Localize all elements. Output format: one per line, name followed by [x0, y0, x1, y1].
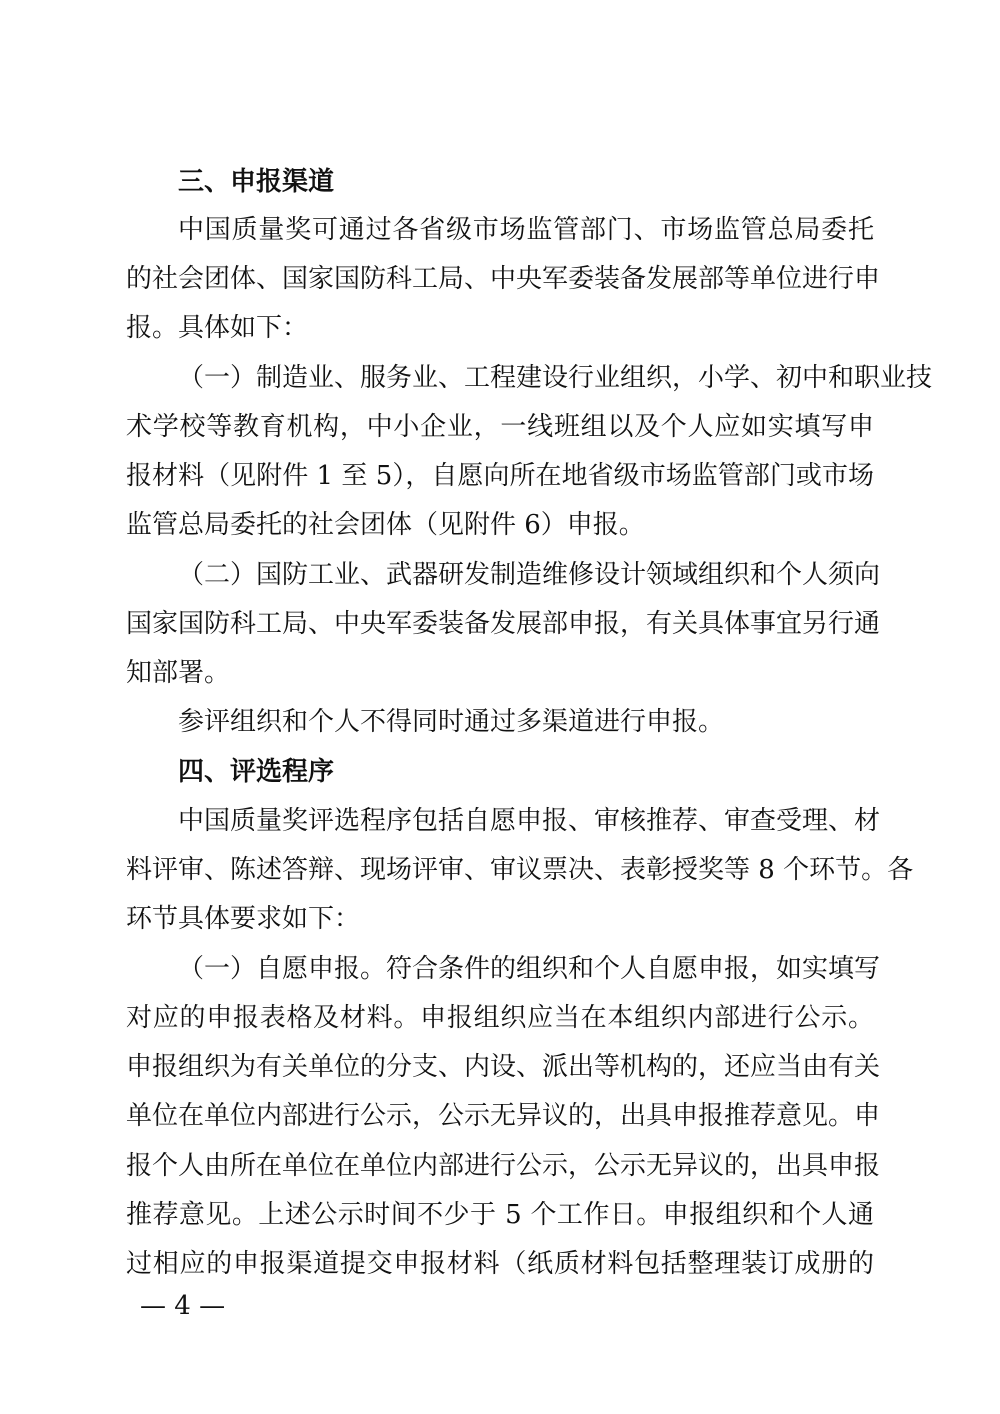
paragraph-line: 报材料（见附件 1 至 5），自愿向所在地省级市场监管部门或市场	[126, 461, 874, 491]
paragraph-line: （一）自愿申报。符合条件的组织和个人自愿申报，如实填写	[178, 954, 881, 984]
paragraph-line: 国家国防科工局、中央军委装备发展部申报，有关具体事宜另行通	[126, 609, 881, 639]
paragraph-line: （一）制造业、服务业、工程建设行业组织，小学、初中和职业技	[178, 363, 933, 393]
paragraph-line: 单位在单位内部进行公示，公示无异议的，出具申报推荐意见。申	[126, 1101, 881, 1131]
section-heading-channels: 三、申报渠道	[178, 167, 335, 197]
paragraph-line: 监管总局委托的社会团体（见附件 6）申报。	[126, 510, 645, 540]
paragraph-line: 报。具体如下：	[126, 313, 309, 343]
paragraph-line: 推荐意见。上述公示时间不少于 5 个工作日。申报组织和个人通	[126, 1200, 874, 1230]
paragraph-line: 中国质量奖评选程序包括自愿申报、审核推荐、审查受理、材	[178, 806, 881, 836]
paragraph-line: 过相应的申报渠道提交申报材料（纸质材料包括整理装订成册的	[126, 1249, 874, 1279]
paragraph-line: 中国质量奖可通过各省级市场监管部门、市场监管总局委托	[178, 215, 874, 245]
paragraph-line: 报个人由所在单位在单位内部进行公示，公示无异议的，出具申报	[126, 1151, 881, 1181]
section-heading-selection-procedure: 四、评选程序	[178, 757, 335, 787]
paragraph-line: 料评审、陈述答辩、现场评审、审议票决、表彰授奖等 8 个环节。各	[126, 855, 914, 885]
paragraph-line: 环节具体要求如下：	[126, 904, 361, 934]
paragraph-line: 申报组织为有关单位的分支、内设、派出等机构的，还应当由有关	[126, 1052, 881, 1082]
paragraph-line: 的社会团体、国家国防科工局、中央军委装备发展部等单位进行申	[126, 264, 881, 294]
paragraph-line: 对应的申报表格及材料。申报组织应当在本组织内部进行公示。	[126, 1003, 874, 1033]
paragraph-line: 参评组织和个人不得同时通过多渠道进行申报。	[178, 707, 725, 737]
page-number: — 4 —	[140, 1291, 226, 1321]
paragraph-line: （二）国防工业、武器研发制造维修设计领域组织和个人须向	[178, 560, 881, 590]
paragraph-line: 知部署。	[126, 658, 231, 688]
paragraph-line: 术学校等教育机构，中小企业，一线班组以及个人应如实填写申	[126, 412, 874, 442]
